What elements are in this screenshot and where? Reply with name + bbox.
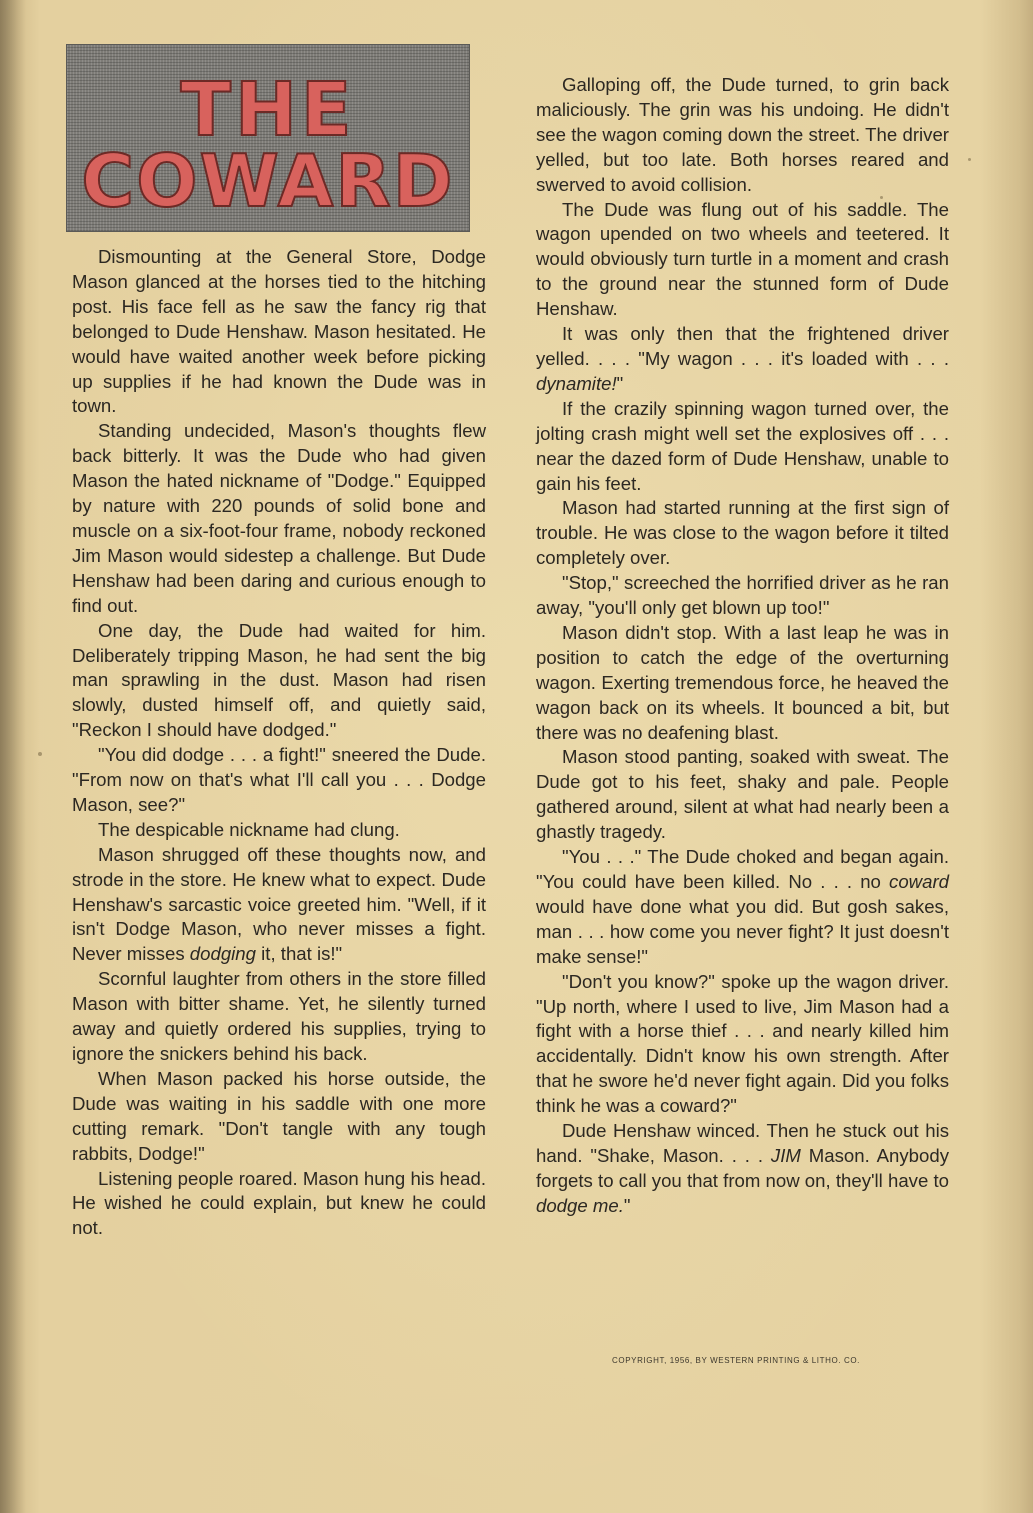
emphasis-text: dynamite! (536, 372, 617, 394)
paper-speck (38, 752, 42, 756)
title-line-1: THE (180, 67, 356, 153)
paragraph: One day, the Dude had waited for him. Deliberately tripping Mason, he had sent the big man sprawling in the dust. Mason had risen slowly, dusted himself off, and quietly said, "Reckon I should have dodged." (72, 619, 486, 741)
paragraph: Mason didn't stop. With a last leap he was in position to catch the edge of the overturning wagon. Exerting tremendous force, he heaved the wagon back on its wheels. It bounced a bit, but there was no deafening blast. (536, 621, 949, 743)
paragraph-text: It was only then that the frightened driver yelled. . . . "My wagon . . . it's loaded with . . . (536, 323, 949, 369)
paragraph: Mason stood panting, soaked with sweat. The Dude got to his feet, shaky and pale. People gathered around, silent at what had nearly been a ghastly tragedy. (536, 746, 949, 843)
paper-speck (968, 158, 971, 161)
paragraph: "Stop," screeched the horrified driver as he ran away, "you'll only get blown up too!" (536, 572, 949, 619)
paragraph: "Don't you know?" spoke up the wagon driver. "Up north, where I used to live, Jim Mason had a fight with a horse thief . . . and nearly killed him accidentally. Didn't know his own strength. After that he swore he'd never fight again. Did you folks think he was a coward?" (536, 970, 949, 1117)
emphasis-text: coward (889, 871, 949, 892)
right-text-column (536, 73, 949, 1219)
paragraph-text: Mason. Anybody forgets to call you that from now on, they'll have to (536, 1144, 949, 1191)
title-line-2: COWARD (81, 139, 455, 223)
paragraph (72, 843, 486, 968)
paragraph-text: Mason shrugged off these thoughts now, and strode in the store. He knew what to expect. Dude Henshaw's sarcastic voice greeted him. "Well, if it isn't Dodge Mason, who never misses a fight. Never misses (72, 843, 486, 965)
paragraph: The despicable nickname had clung. (98, 818, 400, 840)
copyright-notice: COPYRIGHT, 1956, BY WESTERN PRINTING & LITHO. CO. (612, 1356, 860, 1365)
paragraph-text: it, that is!" (255, 943, 343, 965)
emphasis-text: JIM (770, 1144, 801, 1166)
emphasis-text: dodging (189, 943, 256, 965)
paragraph-text: "You . . ." The Dude choked and began again. "You could have been killed. No . . . no (536, 846, 949, 892)
paragraph: Dismounting at the General Store, Dodge Mason glanced at the horses tied to the hitching post. His face fell as he saw the fancy rig that belonged to Dude Henshaw. Mason hesitated. He would have waited another week before picking up supplies if he had known the Dude was in town. (72, 246, 486, 417)
paragraph: Mason had started running at the first sign of trouble. He was close to the wagon before it tilted completely over. (536, 497, 949, 569)
paragraph: When Mason packed his horse outside, the Dude was waiting in his saddle with one more cutting remark. "Don't tangle with any tough rabbits, Dodge!" (72, 1067, 486, 1164)
paragraph: The Dude was flung out of his saddle. The wagon upended on two wheels and teetered. It would obviously turn turtle in a moment and crash to the ground near the stunned form of Dude Henshaw. (536, 198, 949, 320)
story-title-banner (66, 44, 470, 232)
left-text-column (72, 245, 486, 1241)
paper-speck (880, 196, 883, 199)
paragraph (536, 845, 949, 970)
paragraph-text: " (623, 1194, 631, 1216)
emphasis-text: dodge me. (536, 1194, 624, 1216)
paragraph: Scornful laughter from others in the store filled Mason with bitter shame. Yet, he silently turned away and quietly ordered his supplies, trying to ignore the snickers behind his back. (72, 968, 486, 1064)
paragraph: Listening people roared. Mason hung his head. He wished he could explain, but knew he could not. (72, 1167, 486, 1239)
paragraph-text: Dude Henshaw winced. Then he stuck out his hand. "Shake, Mason. . . . (536, 1120, 949, 1166)
paragraph: Galloping off, the Dude turned, to grin back maliciously. The grin was his undoing. He didn't see the wagon coming down the street. The driver yelled, but too late. Both horses reared and swerved to avoid collision. (536, 74, 949, 195)
paragraph-text: would have done what you did. But gosh sakes, man . . . how come you never fight? It just doesn't make sense!" (536, 895, 949, 967)
paragraph: If the crazily spinning wagon turned over, the jolting crash might well set the explosives off . . . near the dazed form of Dude Henshaw, unable to gain his feet. (536, 397, 949, 494)
paragraph: Standing undecided, Mason's thoughts flew back bitterly. It was the Dude who had given Mason the hated nickname of "Dodge." Equipped by nature with 220 pounds of solid bone and muscle on a six-foot-four frame, nobody reckoned Jim Mason would sidestep a challenge. But Dude Henshaw had been daring and curious enough to find out. (72, 420, 486, 616)
paragraph (536, 322, 949, 397)
paragraph-text: " (616, 372, 624, 394)
paragraph: "You did dodge . . . a fight!" sneered the Dude. "From now on that's what I'll call you . . . Dodge Mason, see?" (72, 744, 486, 815)
paragraph (536, 1119, 949, 1219)
page-gutter-shadow (0, 0, 26, 1513)
